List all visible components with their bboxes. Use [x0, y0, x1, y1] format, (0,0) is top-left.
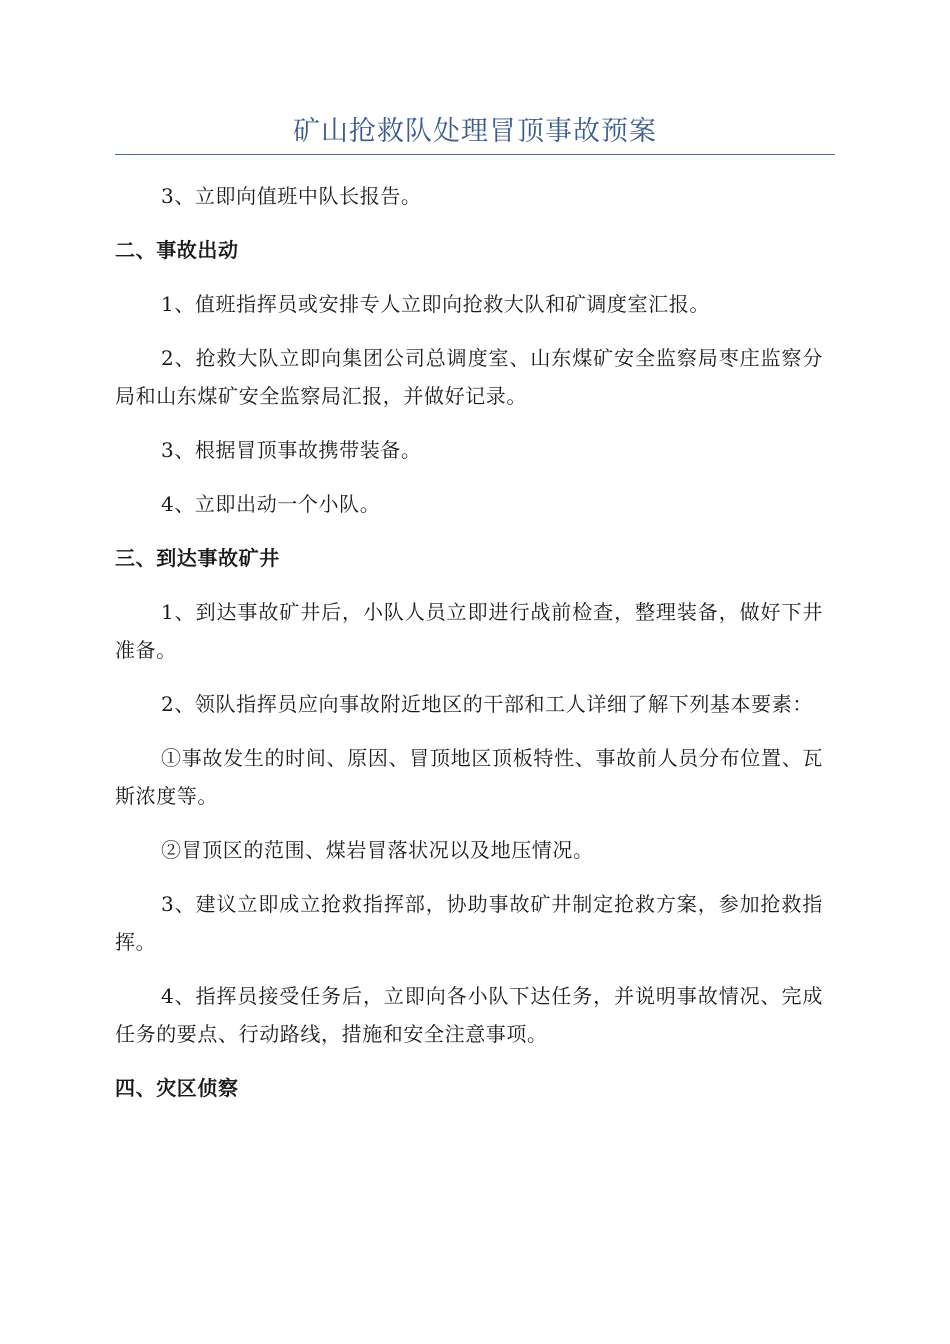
paragraph: 2、抢救大队立即向集团公司总调度室、山东煤矿安全监察局枣庄监察分局和山东煤矿安全监察局汇报，并做好记录。 — [115, 346, 823, 408]
paragraph: ①事故发生的时间、原因、冒顶地区顶板特性、事故前人员分布位置、瓦斯浓度等。 — [115, 746, 823, 808]
title-underline — [115, 154, 835, 155]
paragraph: 1、到达事故矿井后，小队人员立即进行战前检查，整理装备，做好下井准备。 — [115, 600, 823, 662]
section-heading: 四、灾区侦察 — [115, 1076, 239, 1100]
paragraph: 3、建议立即成立抢救指挥部，协助事故矿井制定抢救方案，参加抢救指挥。 — [115, 892, 823, 954]
paragraph: 4、立即出动一个小队。 — [161, 492, 381, 516]
paragraph: 3、立即向值班中队长报告。 — [161, 184, 422, 208]
paragraph: 1、值班指挥员或安排专人立即向抢救大队和矿调度室汇报。 — [161, 292, 710, 316]
document-body — [115, 177, 823, 1123]
document-title: 矿山抢救队处理冒顶事故预案 — [293, 116, 657, 147]
paragraph: 4、指挥员接受任务后，立即向各小队下达任务，并说明事故情况、完成任务的要点、行动路线，措施和安全注意事项。 — [115, 984, 823, 1046]
section-heading: 三、到达事故矿井 — [115, 546, 280, 570]
paragraph: 2、领队指挥员应向事故附近地区的干部和工人详细了解下列基本要素： — [161, 692, 813, 716]
paragraph: ②冒顶区的范围、煤岩冒落状况以及地压情况。 — [161, 838, 594, 862]
paragraph: 3、根据冒顶事故携带装备。 — [161, 438, 422, 462]
section-heading: 二、事故出动 — [115, 238, 239, 262]
